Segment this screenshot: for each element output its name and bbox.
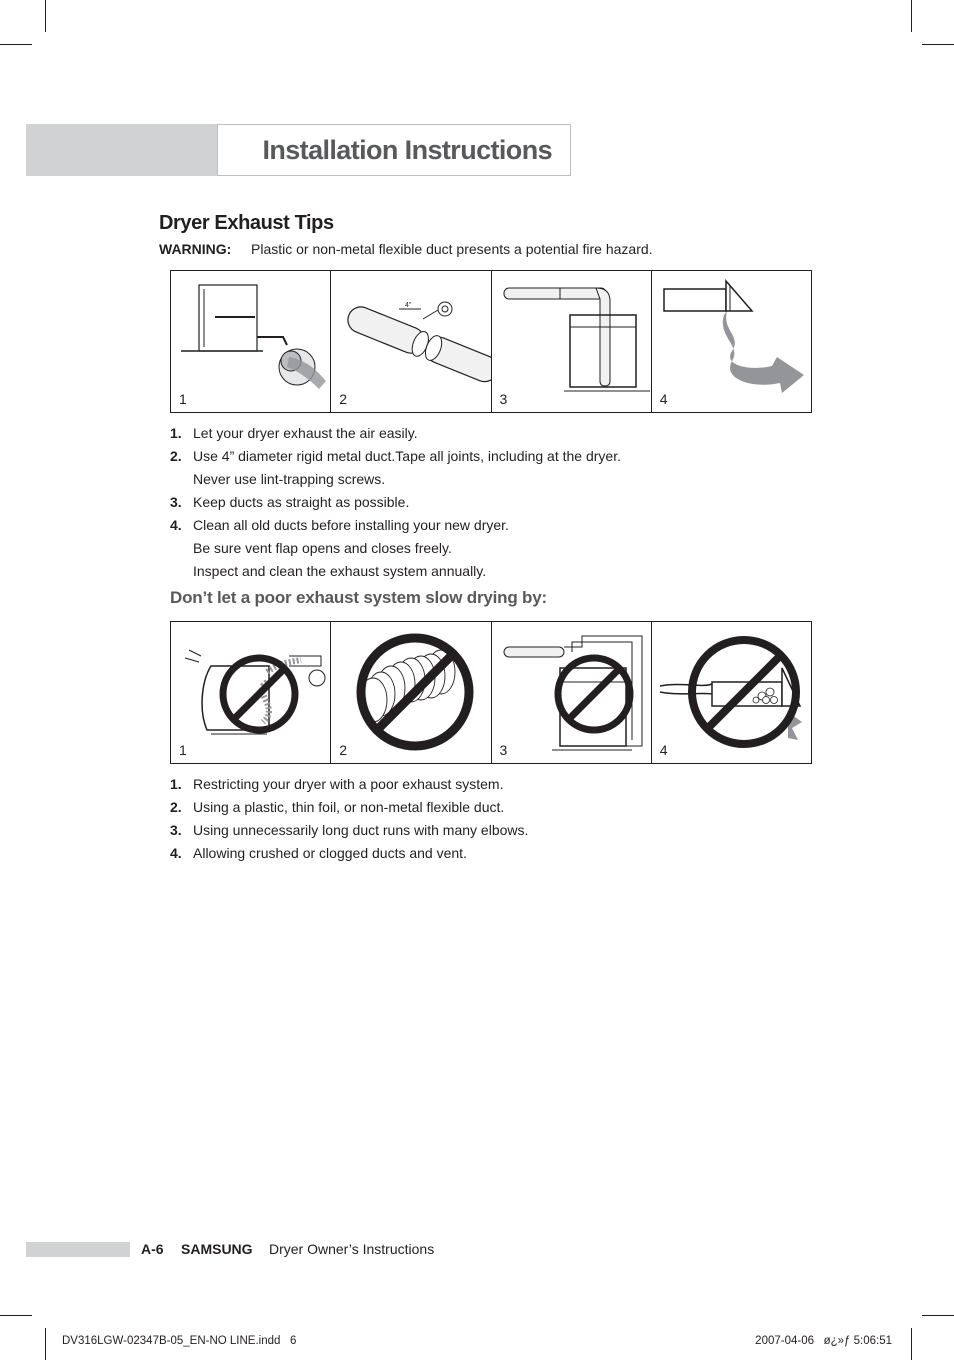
straight-duct-illustration — [492, 271, 651, 412]
rigid-duct-illustration — [331, 271, 490, 412]
item-number: 3. — [170, 494, 182, 510]
header-box — [217, 124, 571, 176]
item-text: Keep ducts as straight as possible. — [193, 494, 410, 510]
crop-mark — [0, 1315, 32, 1316]
flexible-duct-illustration — [331, 622, 490, 763]
figure-number: 4 — [659, 391, 668, 407]
figure-clean-vent — [651, 271, 811, 412]
item-text: Use 4” diameter rigid metal duct.Tape all joints, including at the dryer. — [193, 448, 621, 464]
print-slug-date: 2007-04-06 ø¿»ƒ 5:06:51 — [755, 1335, 892, 1347]
warning-text: Plastic or non-metal flexible duct presents a potential fire hazard. — [251, 241, 653, 257]
item-text: Using a plastic, thin foil, or non-metal flexible duct. — [193, 799, 505, 815]
crop-mark — [45, 1328, 46, 1360]
item-text: Clean all old ducts before installing your new dryer. — [193, 517, 509, 533]
list-item — [170, 796, 528, 819]
clogged-vent-illustration — [652, 622, 811, 763]
figure-number: 4 — [659, 742, 668, 758]
restricted-exhaust-illustration — [171, 622, 330, 763]
figure-number: 1 — [179, 391, 187, 407]
crop-mark — [911, 0, 912, 32]
item-number: 1. — [170, 776, 182, 792]
document-title: Dryer Owner’s Instructions — [269, 1241, 435, 1257]
duct-size-label: 4" — [405, 302, 412, 309]
item-text: Using unnecessarily long duct runs with many elbows. — [193, 822, 529, 838]
crop-mark — [45, 0, 46, 32]
warning-label: WARNING: — [159, 241, 232, 257]
header-bar — [26, 124, 217, 176]
item-text: Inspect and clean the exhaust system annually. — [193, 563, 487, 579]
section-title: Dryer Exhaust Tips — [159, 212, 334, 234]
list-item — [170, 773, 528, 796]
item-number: 4. — [170, 517, 182, 533]
tips-figure-panel — [170, 270, 812, 413]
donts-list — [170, 773, 528, 865]
item-text: Restricting your dryer with a poor exhaust system. — [193, 776, 504, 792]
item-text: Let your dryer exhaust the air easily. — [193, 425, 418, 441]
print-slug-file: DV316LGW-02347B-05_EN-NO LINE.indd 6 — [62, 1335, 297, 1347]
crop-mark — [922, 1315, 954, 1316]
list-item — [170, 422, 621, 445]
donts-figure-panel — [170, 621, 812, 764]
item-text: Be sure vent flap opens and closes freely. — [193, 540, 452, 556]
figure-number: 2 — [339, 391, 348, 407]
item-number: 2. — [170, 799, 182, 815]
figure-dryer-exhaust — [171, 271, 330, 412]
subheading: Don’t let a poor exhaust system slow drying by: — [170, 588, 547, 607]
item-number: 2. — [170, 448, 182, 464]
tips-list — [170, 422, 621, 583]
page-number: A-6 — [141, 1241, 164, 1257]
page-title: Installation Instructions — [262, 135, 552, 165]
figure-number: 2 — [339, 742, 348, 758]
footer-bar — [26, 1242, 130, 1257]
item-text: Never use lint-trapping screws. — [193, 471, 386, 487]
brand-name: SAMSUNG — [181, 1241, 253, 1257]
item-number: 1. — [170, 425, 182, 441]
list-item — [170, 819, 528, 842]
figure-number: 1 — [179, 742, 187, 758]
figure-long-duct — [491, 622, 651, 763]
list-item — [170, 445, 621, 491]
figure-straight-duct — [491, 271, 651, 412]
long-duct-illustration — [492, 622, 651, 763]
crop-mark — [922, 44, 954, 45]
figure-restricted-exhaust — [171, 622, 330, 763]
figure-flexible-duct — [330, 622, 490, 763]
figure-clogged-vent — [651, 622, 811, 763]
figure-number: 3 — [499, 742, 508, 758]
figure-number: 3 — [499, 391, 508, 407]
crop-mark — [911, 1328, 912, 1360]
dryer-exhaust-illustration — [171, 271, 330, 412]
crop-mark — [0, 44, 32, 45]
item-text: Allowing crushed or clogged ducts and vent. — [193, 845, 467, 861]
figure-rigid-duct — [330, 271, 490, 412]
item-number: 3. — [170, 822, 182, 838]
list-item — [170, 514, 621, 583]
list-item — [170, 491, 621, 514]
item-number: 4. — [170, 845, 182, 861]
list-item — [170, 842, 528, 865]
clean-vent-illustration — [652, 271, 811, 412]
